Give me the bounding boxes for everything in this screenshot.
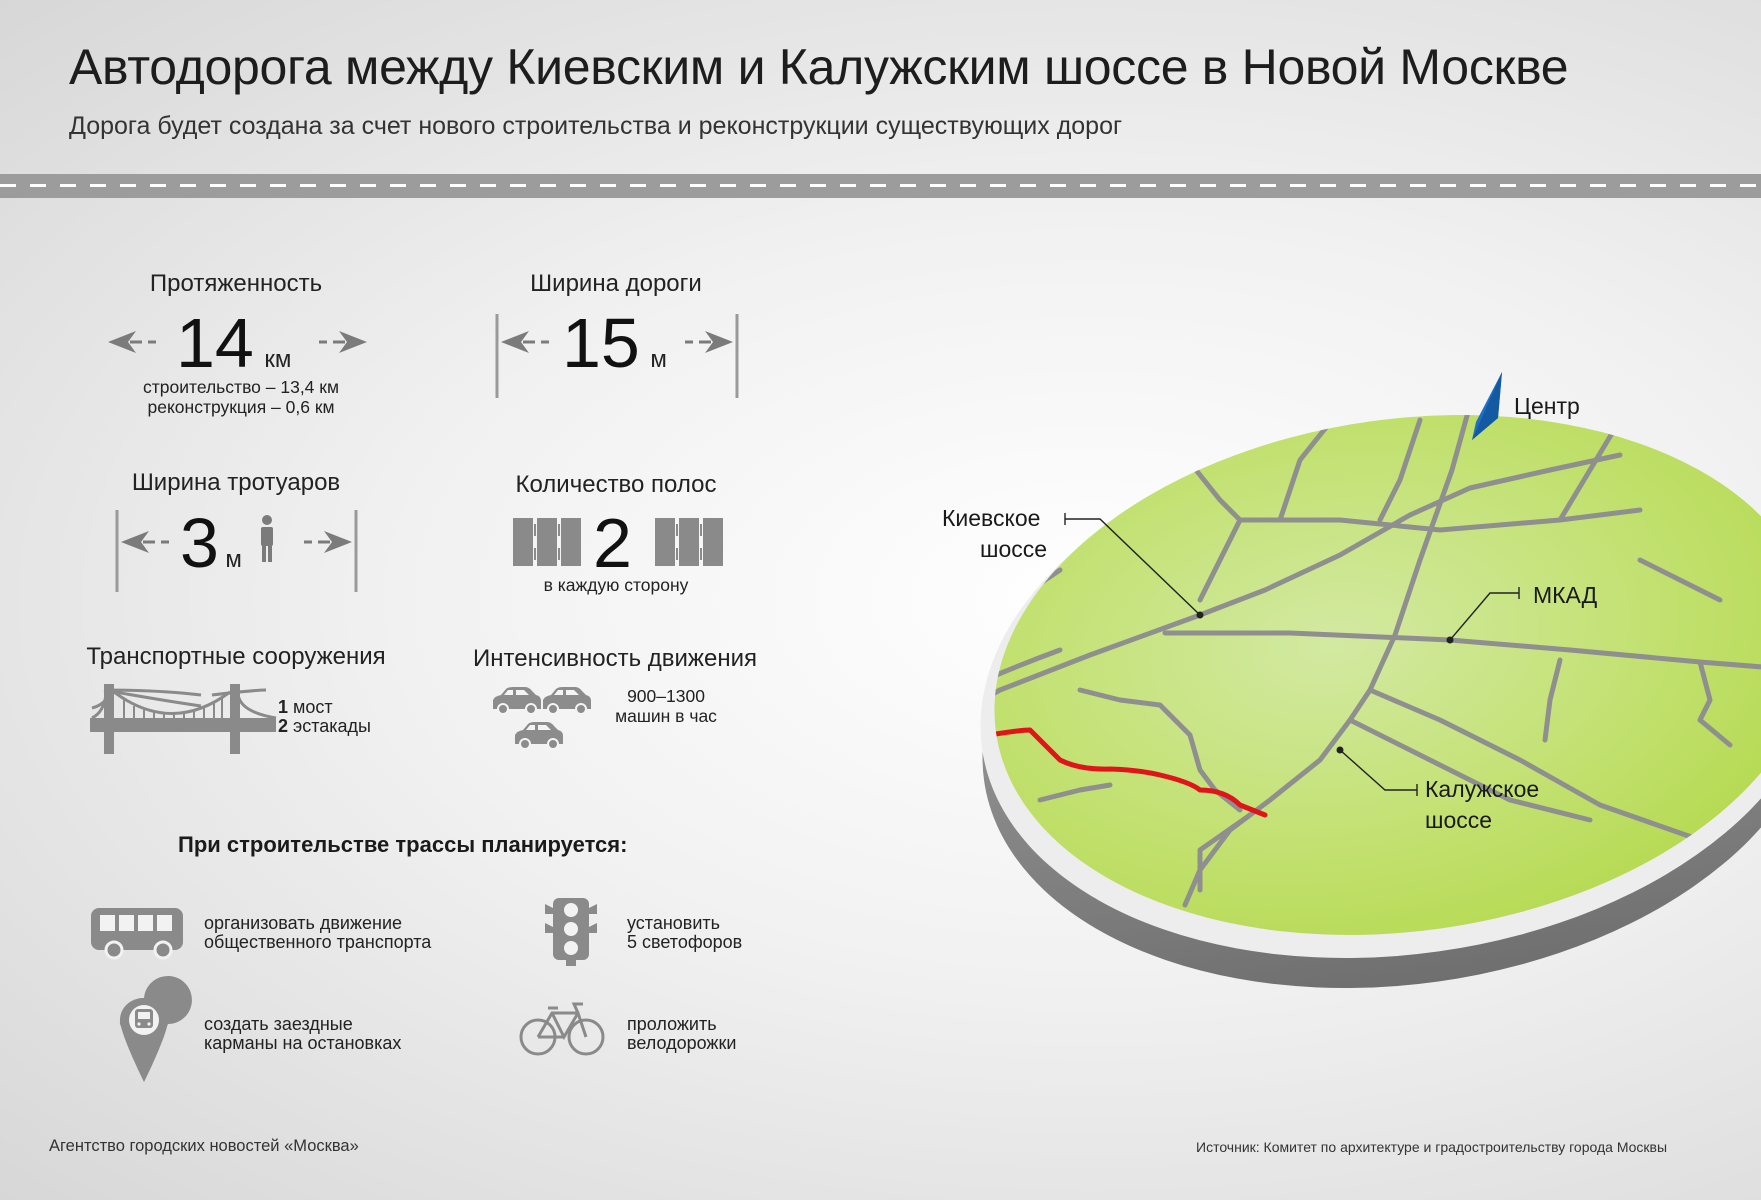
traffic-unit: машин в час bbox=[615, 706, 717, 726]
map-label-mkad: МКАД bbox=[1533, 582, 1598, 608]
footer-source: Источник: Комитет по архитектуре и градостроительству города Москвы bbox=[1196, 1139, 1668, 1155]
lanes-note: в каждую сторону bbox=[543, 575, 689, 595]
plan-3-line2: карманы на остановках bbox=[204, 1033, 402, 1053]
bridge-label: мост bbox=[293, 697, 333, 717]
kaluzhskoe-dot bbox=[1337, 747, 1344, 754]
bridge-count: 1 bbox=[278, 697, 289, 717]
lanes-value: 2 bbox=[593, 504, 632, 582]
structures-title: Транспортные сооружения bbox=[86, 643, 386, 670]
plan-1-line2: общественного транспорта bbox=[204, 932, 432, 952]
overpass-label: эстакады bbox=[293, 716, 371, 736]
map-label-kievskoe-1: Киевское bbox=[942, 505, 1041, 531]
sidewalk-unit: м bbox=[225, 546, 242, 573]
plan-2-line1: установить bbox=[627, 913, 721, 933]
plans-heading: При строительстве трассы планируется: bbox=[178, 832, 628, 857]
page-title: Автодорога между Киевским и Калужским шоссе в Новой Москве bbox=[69, 39, 1569, 95]
sidewalk-value: 3 bbox=[180, 504, 219, 582]
map-label-kaluzhskoe-1: Калужское bbox=[1425, 776, 1540, 802]
road-width-value: 15 bbox=[562, 304, 640, 382]
lanes-title: Количество полос bbox=[515, 471, 717, 498]
sidewalk-width-title: Ширина тротуаров bbox=[131, 469, 341, 496]
page-subtitle: Дорога будет создана за счет нового строительства и реконструкции существующих дорог bbox=[69, 112, 1123, 140]
length-reconstruction: реконструкция – 0,6 км bbox=[147, 397, 335, 417]
traffic-title: Интенсивность движения bbox=[473, 645, 757, 672]
length-unit: км bbox=[264, 346, 292, 373]
footer-agency: Агентство городских новостей «Москва» bbox=[49, 1137, 359, 1155]
plan-3-line1: создать заездные bbox=[204, 1014, 353, 1034]
road-width-unit: м bbox=[650, 346, 667, 373]
kievskoe-dot bbox=[1197, 612, 1204, 619]
traffic-value: 900–1300 bbox=[627, 686, 705, 706]
map-label-kaluzhskoe-2: шоссе bbox=[1425, 807, 1493, 833]
overpass-count: 2 bbox=[278, 716, 289, 736]
plan-4-line1: проложить bbox=[627, 1014, 717, 1034]
map-label-center: Центр bbox=[1514, 393, 1580, 419]
length-value: 14 bbox=[176, 304, 254, 382]
plan-2-line2: 5 светофоров bbox=[627, 932, 743, 952]
plan-1-line1: организовать движение bbox=[204, 913, 403, 933]
plan-4-line2: велодорожки bbox=[627, 1033, 737, 1053]
bicycle-icon bbox=[521, 1004, 603, 1054]
mkad-dot bbox=[1447, 637, 1454, 644]
length-construction: строительство – 13,4 км bbox=[143, 377, 339, 397]
length-title: Протяженность bbox=[149, 270, 323, 297]
road-width-title: Ширина дороги bbox=[530, 270, 702, 297]
map-label-kievskoe-2: шоссе bbox=[980, 536, 1048, 562]
